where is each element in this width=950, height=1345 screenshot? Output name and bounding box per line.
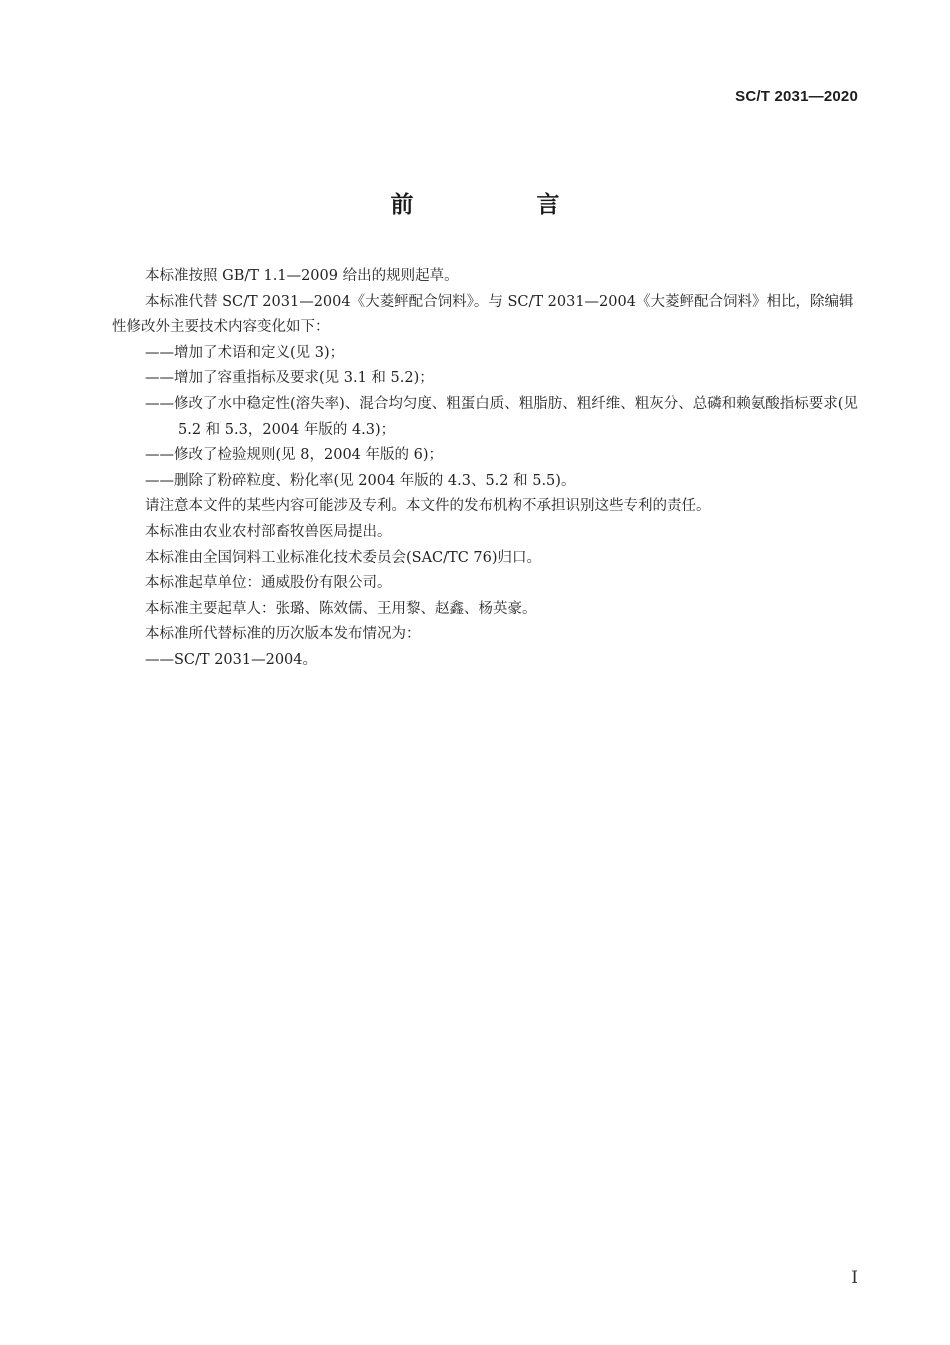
list-item: ——增加了术语和定义(见 3)； [145, 344, 345, 361]
paragraph-patent-notice: 请注意本文件的某些内容可能涉及专利。本文件的发布机构不承担识别这些专利的责任。 [145, 498, 711, 515]
paragraph-drafters: 本标准主要起草人：张璐、陈效儒、王用黎、赵鑫、杨英豪。 [145, 600, 537, 617]
standard-code: SC/T 2031—2020 [735, 88, 858, 105]
paragraph-drafting-rules: 本标准按照 GB/T 1.1—2009 给出的规则起草。 [145, 268, 459, 284]
page-title: 前 言 [390, 192, 610, 218]
page-number: I [851, 1268, 858, 1288]
document-body [112, 264, 862, 674]
list-item: ——修改了检验规则(见 8，2004 年版的 6)； [145, 447, 443, 464]
paragraph-replacement: 本标准代替 SC/T 2031—2004《大菱鲆配合饲料》。与 SC/T 2031—2004《大菱鲆配合饲料》相比，除编辑性修改外主要技术内容变化如下： [112, 293, 854, 336]
list-item: ——增加了容重指标及要求(见 3.1 和 5.2)； [145, 370, 434, 387]
paragraph-history-version: ——SC/T 2031—2004。 [145, 651, 317, 668]
paragraph-history-intro: 本标准所代替标准的历次版本发布情况为： [145, 626, 421, 643]
paragraph-committee: 本标准由全国饲料工业标准化技术委员会(SAC/TC 76)归口。 [145, 549, 542, 566]
paragraph-proposer: 本标准由农业农村部畜牧兽医局提出。 [145, 523, 392, 540]
list-item: ——删除了粉碎粒度、粉化率(见 2004 年版的 4.3、5.2 和 5.5)。 [145, 472, 576, 489]
paragraph-drafting-unit: 本标准起草单位：通威股份有限公司。 [145, 575, 392, 592]
list-item: ——修改了水中稳定性(溶失率)、混合均匀度、粗蛋白质、粗脂肪、粗纤维、粗灰分、总磷和赖氨酸指标要求(见 5.2 和 5.3，2004 年版的 4.3)； [145, 395, 858, 438]
